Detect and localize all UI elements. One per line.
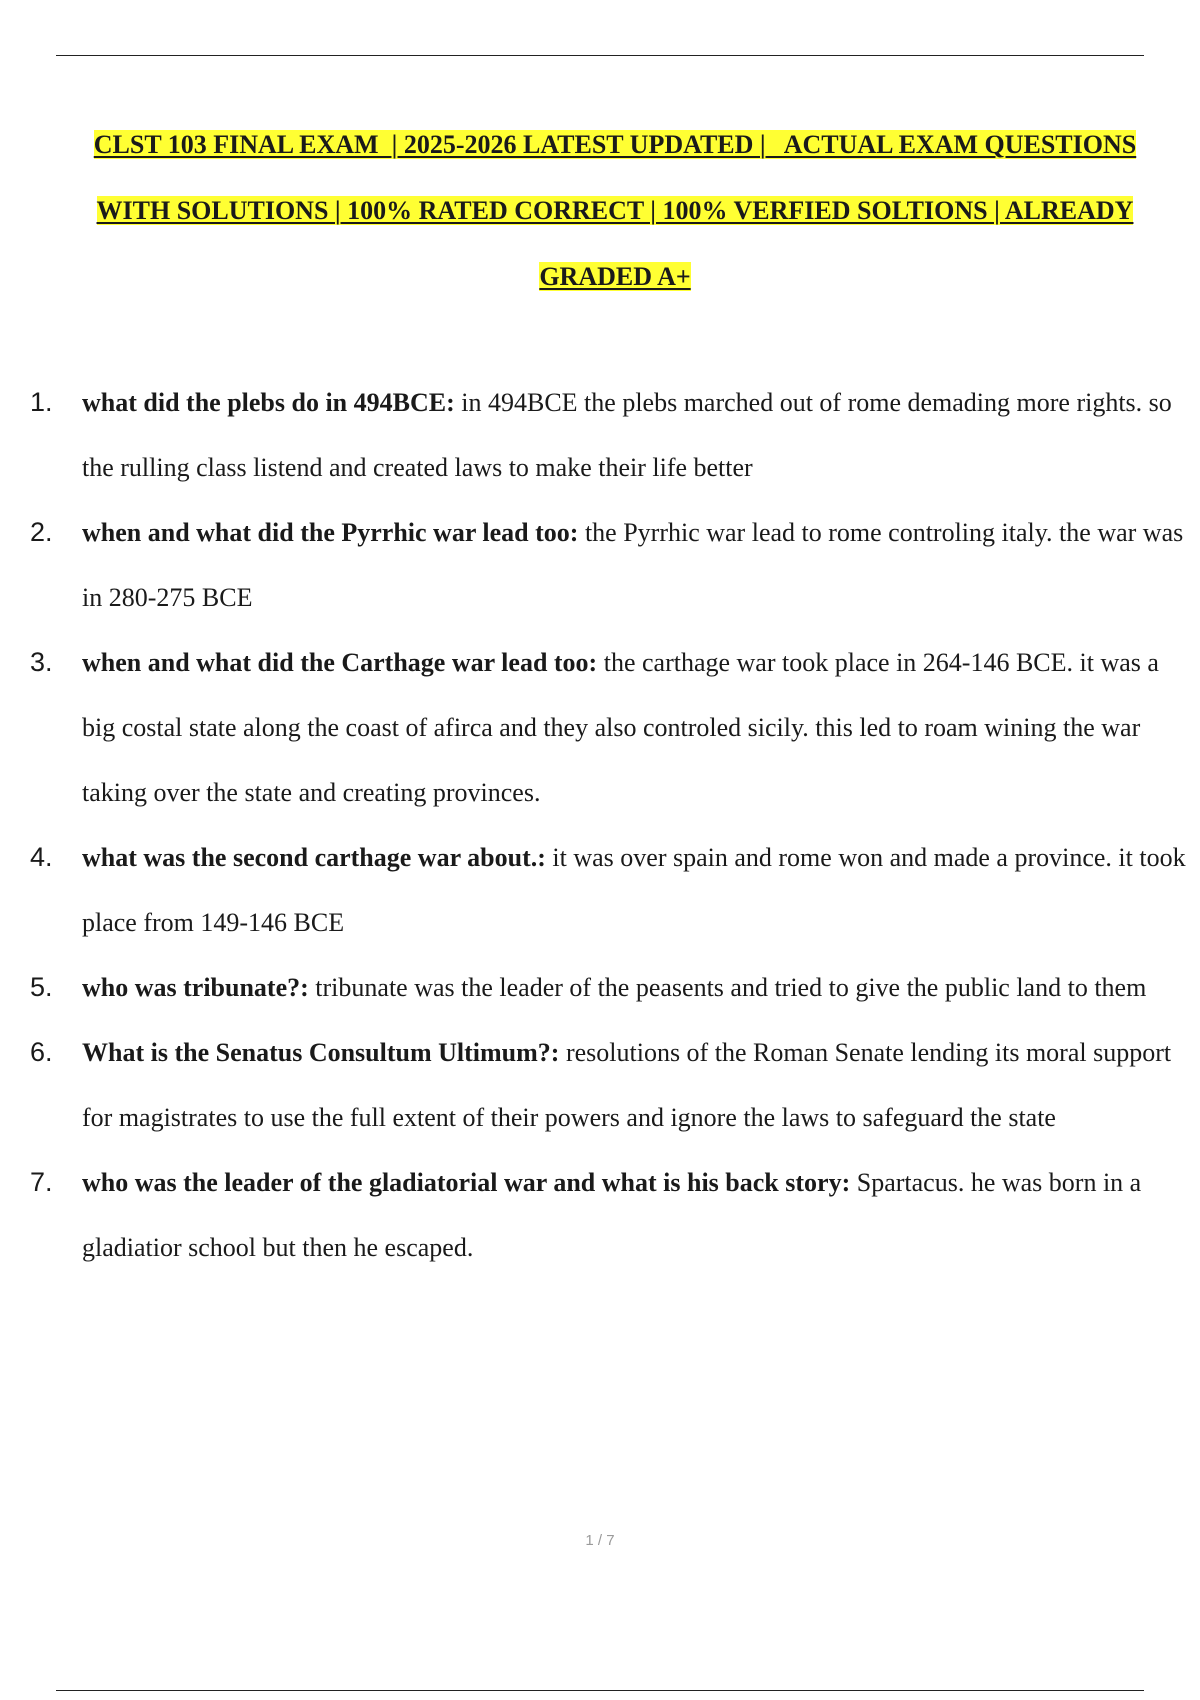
answer-text: resolutions of the Roman Senate lending its moral support for magistrates to use the full extent of their powers and ignore the laws to safeguard the state: [82, 1038, 1172, 1132]
question-text: who was the leader of the gladiatorial war and what is his back story:: [82, 1168, 857, 1197]
page-number: 1 / 7: [585, 1532, 615, 1549]
answer-text: Spartacus. he was born in a gladiatior school but then he escaped.: [82, 1168, 1142, 1262]
item-number: 2.: [30, 517, 53, 547]
question-text: what did the plebs do in 494BCE:: [82, 388, 462, 417]
answer-text: the Pyrrhic war lead to rome controling italy. the war was in 280-275 BCE: [82, 518, 1184, 612]
list-item: [30, 825, 1190, 955]
list-item: [30, 1020, 1190, 1150]
list-item: [30, 630, 1190, 825]
item-number: 5.: [30, 972, 53, 1002]
answer-text: in 494BCE the plebs marched out of rome demading more rights. so the rulling class listend and created laws to make their life better: [82, 388, 1172, 482]
top-rule: [56, 55, 1144, 56]
question-text: What is the Senatus Consultum Ultimum?:: [82, 1038, 566, 1067]
list-item: [30, 1150, 1190, 1280]
list-item: [30, 370, 1190, 500]
item-number: 3.: [30, 647, 53, 677]
title-line-3: GRADED A+: [539, 262, 691, 291]
list-item: [30, 500, 1190, 630]
title-line-2: WITH SOLUTIONS | 100% RATED CORRECT | 100% VERFIED SOLTIONS | ALREADY: [96, 196, 1134, 225]
answer-text: the carthage war took place in 264-146 BCE. it was a big costal state along the coast of afirca and they also controled sicily. this led to roam wining the war taking over the state and creating provinces.: [82, 648, 1159, 807]
list-item: [30, 955, 1190, 1020]
question-text: what was the second carthage war about.:: [82, 843, 553, 872]
question-text: when and what did the Pyrrhic war lead too:: [82, 518, 585, 547]
item-number: 7.: [30, 1167, 53, 1197]
answer-text: it was over spain and rome won and made a province. it took place from 149-146 BCE: [82, 843, 1186, 937]
document-title: [50, 112, 1180, 310]
bottom-rule: [56, 1690, 1144, 1691]
title-line-1: CLST 103 FINAL EXAM | 2025-2026 LATEST UPDATED | ACTUAL EXAM QUESTIONS: [93, 130, 1137, 159]
question-text: who was tribunate?:: [82, 973, 316, 1002]
question-list: [30, 370, 1190, 1280]
question-text: when and what did the Carthage war lead too:: [82, 648, 604, 677]
item-number: 1.: [30, 387, 53, 417]
answer-text: tribunate was the leader of the peasents and tried to give the public land to them: [315, 973, 1147, 1002]
item-number: 4.: [30, 842, 53, 872]
item-number: 6.: [30, 1037, 53, 1067]
